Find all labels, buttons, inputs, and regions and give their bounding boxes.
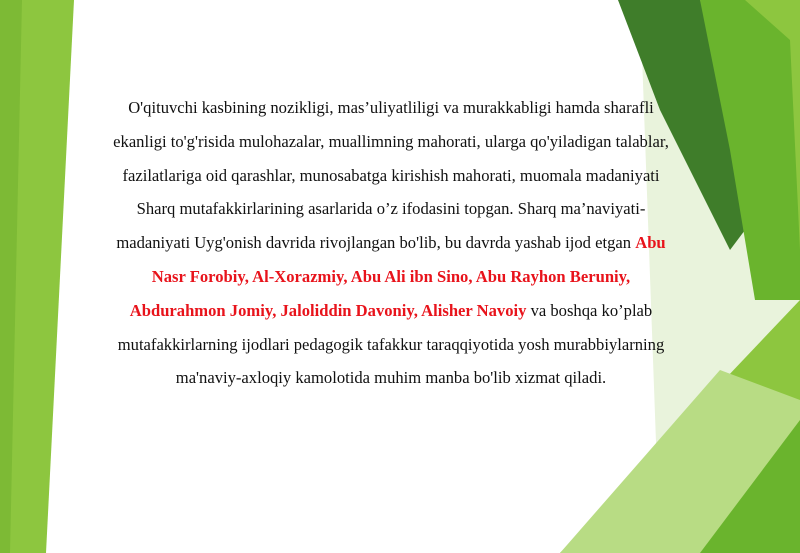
paragraph-outro: va boshqa ko’plab mutafakkirlarning ijodlari pedagogik tafakkur taraqqiyotida yosh murabbiylarning ma'naviy-axloqiy kamolotida muhim manba bo'lib xizmat qiladi. [117,300,665,388]
paragraph-highlighted-names: Abu Nasr Forobiy, Al-Xorazmiy, Abu Ali ibn Sino, Abu Rayhon Beruniy, Abdurahmon Jomiy, Jaloliddin Davoniy, Alisher Navoiy [129,233,666,320]
paragraph-intro: O'qituvchi kasbining nozikligi, mas’uliyatliligi va murakkabligi hamda sharafli ekanligi to'g'risida mulohazalar, muallimning mahorati, ularga qo'yiladigan talablar, fazilatlariga oid qarashlar, munosabatga kirishish mahorati, muomala madaniyati Sharq mutafakkirlarining asarlarida o’z ifodasini topgan. Sharq ma’naviyati-madaniyati Uyg'onish davrida rivojlangan bo'lib, bu davrda yashab ijod etgan [113,98,669,253]
body-paragraph [104,91,678,395]
